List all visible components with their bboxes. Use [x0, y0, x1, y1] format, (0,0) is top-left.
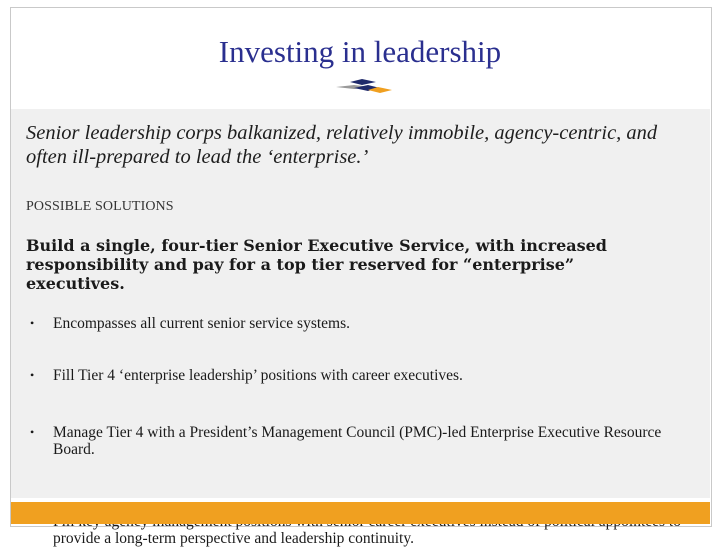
- list-item: [28, 315, 688, 332]
- bullet-text: Encompasses all current senior service systems.: [53, 315, 350, 332]
- bullet-text: Fill Tier 4 ‘enterprise leadership’ positions with career executives.: [53, 367, 463, 384]
- bullet-icon: •: [30, 316, 35, 330]
- title-ornament-icon: [314, 76, 414, 98]
- bullet-list: [28, 315, 688, 547]
- bullet-icon: •: [30, 368, 35, 382]
- list-item: [28, 367, 688, 384]
- footer-bar: [11, 502, 710, 524]
- list-item: [28, 424, 688, 458]
- intro-statement: Senior leadership corps balkanized, relatively immobile, agency-centric, and often ill-prepared to lead the ‘enterprise.’: [26, 122, 658, 168]
- lead-solution: Build a single, four-tier Senior Executive Service, with increased responsibility and pay for a top tier reserved for “enterprise” executives.: [26, 236, 607, 293]
- section-heading: POSSIBLE SOLUTIONS: [26, 199, 174, 214]
- bullet-text: Manage Tier 4 with a President’s Management Council (PMC)-led Enterprise Executive Resource Board.: [53, 424, 662, 458]
- bullet-text: provide a long-term perspective and leadership continuity.: [53, 530, 414, 547]
- slide-title: Investing in leadership: [218, 34, 502, 69]
- bullet-icon: •: [30, 425, 35, 439]
